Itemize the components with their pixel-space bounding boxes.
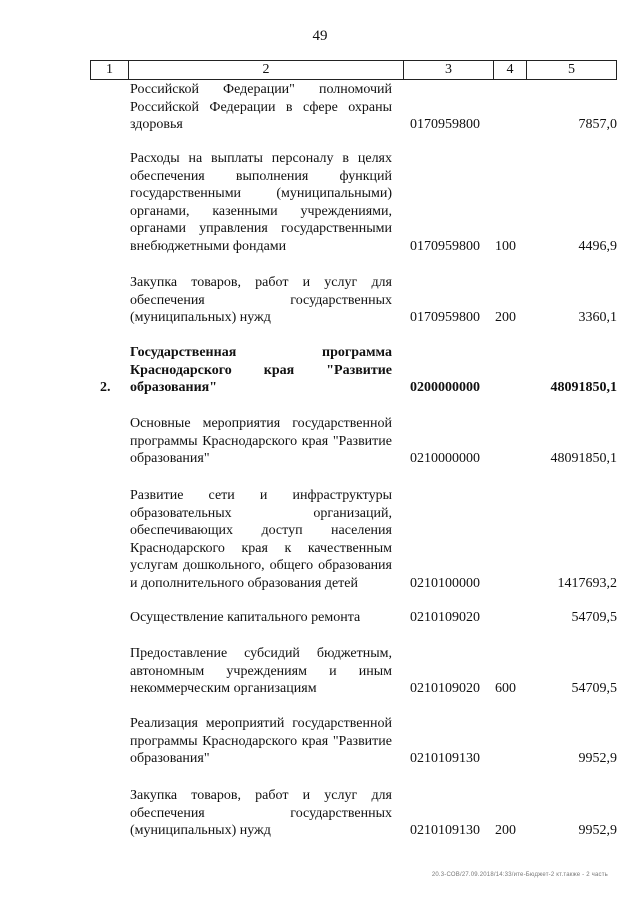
row-description: Осуществление капитального ремонта (130, 610, 361, 625)
table-row (90, 81, 617, 134)
table-row (90, 274, 617, 327)
row-sum: 9952,9 (578, 751, 617, 767)
row-description: Расходы на выплаты персоналу в целях обеспечения выполнения функций государственными (муниципальными) органами, казенными учреждениями, органами управления государственными внебюджетными фондами (130, 151, 392, 254)
row-code: 0200000000 (410, 380, 480, 396)
table-header (90, 60, 617, 80)
row-number: 2. (100, 380, 111, 396)
row-description: Государственная программа Краснодарского края "Развитие образования" (130, 345, 392, 396)
table-row (90, 487, 617, 593)
page-number: 49 (312, 28, 328, 44)
row-expense-type: 200 (495, 310, 516, 326)
row-sum: 54709,5 (571, 610, 617, 625)
table-row (90, 645, 617, 698)
row-description: Реализация мероприятий государственной программы Краснодарского края "Развитие образования" (130, 716, 392, 767)
row-code: 0170959800 (410, 117, 480, 133)
row-code: 0210000000 (410, 451, 480, 467)
table-row-program (90, 344, 617, 397)
row-description: Российской Федерации" полномочий Российской Федерации в сфере охраны здоровья (130, 82, 392, 133)
row-code: 0170959800 (410, 238, 480, 254)
table-row (90, 609, 617, 627)
row-sum: 4496,9 (578, 238, 617, 254)
footer-stamp: 20.3-СОВ/27.09.2018/14:33/ите-Бюджет-2 кт.также - 2 часть (431, 872, 608, 878)
row-description: Развитие сети и инфраструктуры образовательных организаций, обеспечивающих доступ населения Краснодарского края к качественным услугам дошкольного, общего образования и дополнительного образования детей (130, 488, 392, 591)
row-expense-type: 200 (495, 823, 516, 839)
row-sum: 3360,1 (578, 310, 617, 326)
header-col-4: 4 (494, 61, 527, 79)
row-sum: 48091850,1 (550, 451, 617, 467)
row-code: 0210100000 (410, 575, 480, 591)
header-col-3: 3 (404, 61, 494, 79)
table-row (90, 715, 617, 768)
row-sum: 48091850,1 (550, 380, 617, 396)
header-col-5: 5 (568, 62, 575, 77)
table-row (90, 415, 617, 468)
row-description: Закупка товаров, работ и услуг для обеспечения государственных (муниципальных) нужд (130, 275, 392, 326)
row-code: 0210109130 (410, 751, 480, 767)
row-code: 0170959800 (410, 310, 480, 326)
table-row (90, 787, 617, 840)
row-description: Закупка товаров, работ и услуг для обеспечения государственных (муниципальных) нужд (130, 788, 392, 839)
row-code: 0210109020 (410, 681, 480, 697)
row-expense-type: 100 (495, 238, 516, 254)
row-sum: 54709,5 (571, 681, 617, 697)
row-code: 0210109020 (410, 610, 480, 625)
header-col-2: 2 (129, 61, 404, 79)
row-description: Основные мероприятия государственной программы Краснодарского края "Развитие образования" (130, 416, 392, 467)
header-col-1: 1 (91, 61, 129, 79)
row-code: 0210109130 (410, 823, 480, 839)
row-expense-type: 600 (495, 681, 516, 697)
row-sum: 9952,9 (578, 823, 617, 839)
row-sum: 1417693,2 (557, 575, 617, 591)
row-sum: 7857,0 (578, 117, 617, 133)
table-row (90, 150, 617, 256)
row-description: Предоставление субсидий бюджетным, автономным учреждениям и иным некоммерческим организациям (130, 646, 392, 697)
